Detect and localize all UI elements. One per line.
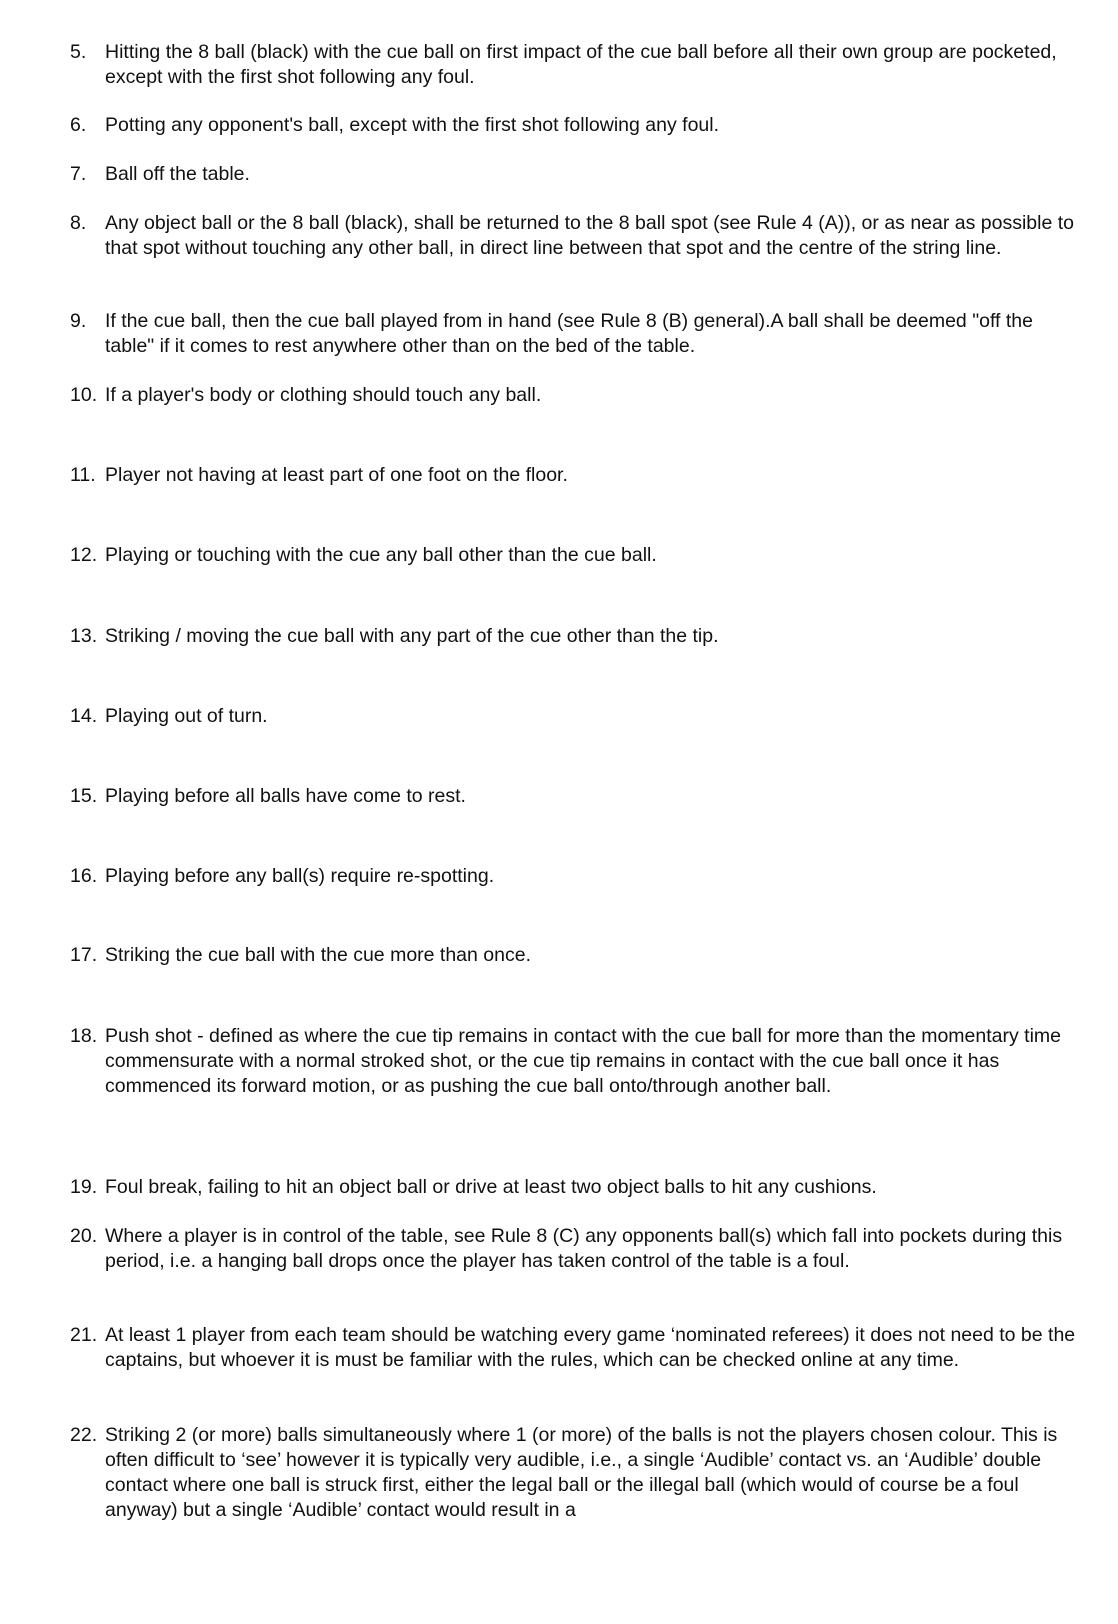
rule-text: Striking 2 (or more) balls simultaneously where 1 (or more) of the balls is not the players chosen colour. This is often difficult to ‘see’ however it is typically very audible, i.e., a single ‘Audible’ contact vs. an ‘Audible’ double contact where one ball is struck first, either the legal ball or the illegal ball (which would of course be a foul anyway) but a single ‘Audible’ contact would result in a	[105, 1424, 1058, 1521]
rule-item-6	[70, 113, 1080, 138]
rule-item-10	[70, 383, 1080, 408]
rule-text: Playing or touching with the cue any ball other than the cue ball.	[105, 544, 657, 566]
rule-item-22	[70, 1423, 1080, 1523]
rule-text: Player not having at least part of one foot on the floor.	[105, 464, 568, 486]
rule-number: 21.	[70, 1324, 98, 1346]
rule-text: Striking / moving the cue ball with any part of the cue other than the tip.	[105, 625, 719, 647]
rule-text: Any object ball or the 8 ball (black), shall be returned to the 8 ball spot (see Rule 4 (A)), or as near as possible to that spot without touching any other ball, in direct line between that spot and the centre of the string line.	[105, 212, 1075, 259]
rule-item-8	[70, 211, 1080, 261]
rule-item-7	[70, 162, 1080, 187]
rule-number: 6.	[70, 114, 87, 136]
rule-text: Hitting the 8 ball (black) with the cue ball on first impact of the cue ball before all their own group are pocketed, except with the first shot following any foul.	[105, 41, 1057, 88]
rule-text: Playing before any ball(s) require re-spotting.	[105, 865, 495, 887]
rule-text: Striking the cue ball with the cue more than once.	[105, 944, 531, 966]
rule-item-5	[70, 40, 1080, 90]
rule-item-16	[70, 864, 1080, 889]
rule-item-14	[70, 704, 1080, 729]
rule-text: Playing out of turn.	[105, 705, 268, 727]
rule-item-20	[70, 1224, 1080, 1274]
rule-number: 17.	[70, 944, 98, 966]
rule-number: 19.	[70, 1176, 98, 1198]
rule-number: 18.	[70, 1025, 98, 1047]
rule-item-9	[70, 309, 1080, 359]
rule-number: 7.	[70, 163, 87, 185]
rule-number: 5.	[70, 41, 87, 63]
rule-number: 12.	[70, 544, 98, 566]
rule-number: 8.	[70, 212, 87, 234]
rule-item-13	[70, 624, 1080, 649]
rule-text: At least 1 player from each team should be watching every game ‘nominated referees) it does not need to be the captains, but whoever it is must be familiar with the rules, which can be checked online at any time.	[105, 1324, 1076, 1371]
rule-text: Where a player is in control of the table, see Rule 8 (C) any opponents ball(s) which fall into pockets during this period, i.e. a hanging ball drops once the player has taken control of the table is a foul.	[105, 1225, 1063, 1272]
rule-item-19	[70, 1175, 1080, 1200]
rule-text: If a player's body or clothing should touch any ball.	[105, 384, 542, 406]
rule-item-21	[70, 1323, 1080, 1373]
rule-text: Push shot - defined as where the cue tip remains in contact with the cue ball for more than the momentary time commensurate with a normal stroked shot, or the cue tip remains in contact with the cue ball once it has commenced its forward motion, or as pushing the cue ball onto/through another ball.	[105, 1025, 1061, 1097]
rule-text: Playing before all balls have come to rest.	[105, 785, 466, 807]
rule-number: 22.	[70, 1424, 98, 1446]
rule-number: 13.	[70, 625, 98, 647]
rule-number: 10.	[70, 384, 98, 406]
rule-item-18	[70, 1024, 1080, 1099]
rule-item-11	[70, 463, 1080, 488]
rule-item-17	[70, 943, 1080, 968]
rule-number: 14.	[70, 705, 98, 727]
rule-item-12	[70, 543, 1080, 568]
rule-text: Potting any opponent's ball, except with the first shot following any foul.	[105, 114, 720, 136]
rule-item-15	[70, 784, 1080, 809]
rule-number: 15.	[70, 785, 98, 807]
rule-text: If the cue ball, then the cue ball played from in hand (see Rule 8 (B) general).A ball shall be deemed "off the table" if it comes to rest anywhere other than on the bed of the table.	[105, 310, 1033, 357]
rule-number: 11.	[70, 464, 96, 486]
rule-text: Ball off the table.	[105, 163, 250, 185]
rule-number: 16.	[70, 865, 98, 887]
rule-text: Foul break, failing to hit an object ball or drive at least two object balls to hit any cushions.	[105, 1176, 877, 1198]
rule-number: 20.	[70, 1225, 98, 1247]
rule-number: 9.	[70, 310, 87, 332]
